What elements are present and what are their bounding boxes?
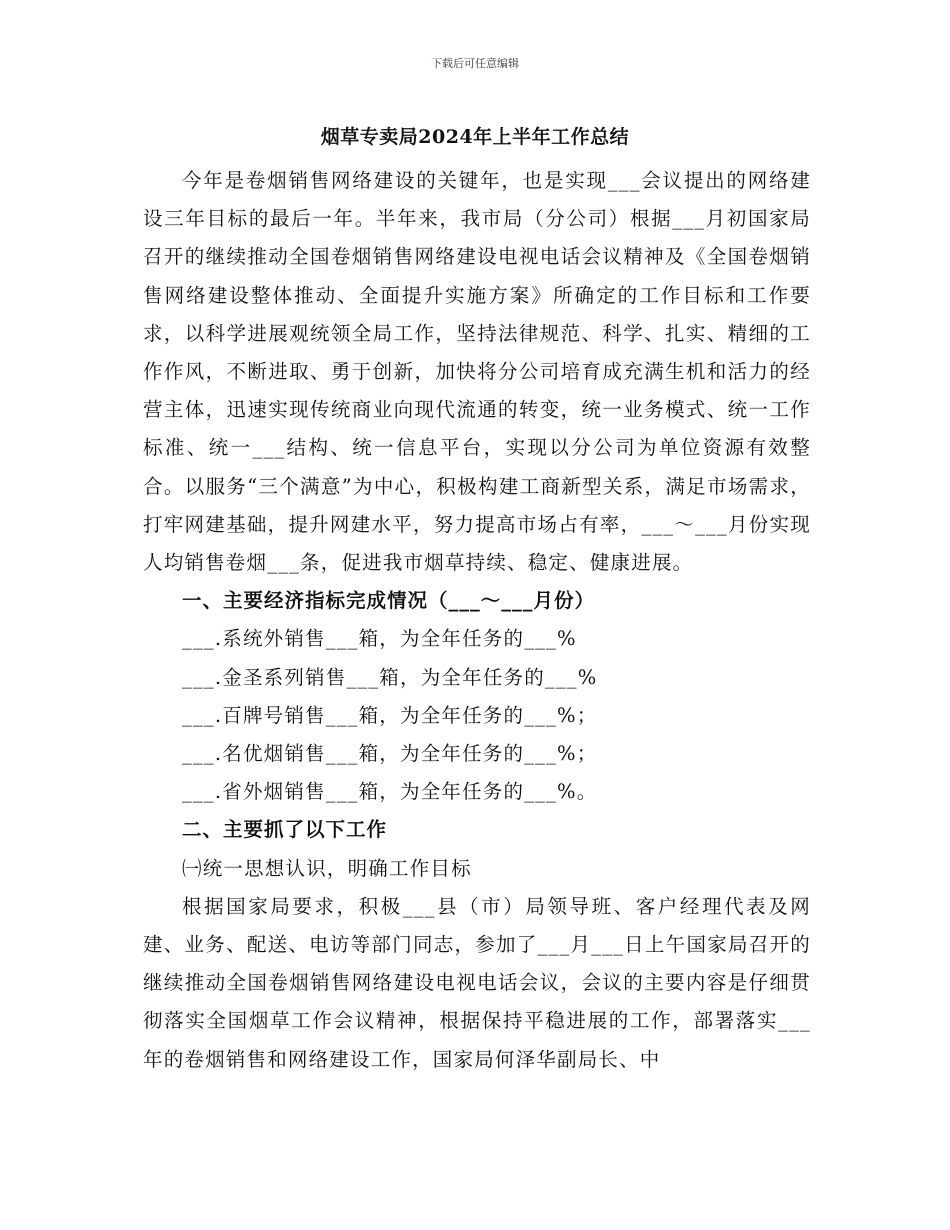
section-heading-indicators: 一、主要经济指标完成情况（___～___月份）: [182, 589, 596, 613]
document-title: 烟草专卖局2024年上半年工作总结: [320, 126, 630, 148]
indicator-item: ___.金圣系列销售___箱，为全年任务的___%: [182, 665, 598, 689]
intro-paragraph: 今年是卷烟销售网络建设的关键年，也是实现___会议提出的网络建设三年目标的最后一年。半年来，我市局（分公司）根据___月初国家局召开的继续推动全国卷烟销售网络建设电视电话会议精神及《全国卷烟销售网络建设整体推动、全面提升实施方案》所确定的工作目标和工作要求，以科学进展观统领全局工作，坚持法律规范、科学、扎实、精细的工作作风，不断进取、勇于创新，加快将分公司培育成充满生机和活力的经营主体，迅速实现传统商业向现代流通的转变，统一业务模式、统一工作标准、统一___结构、统一信息平台，实现以分公司为单位资源有效整合。以服务“三个满意”为中心，积极构建工商新型关系，满足市场需求，打牢网建基础，提升网建水平，努力提高市场占有率，___～___月份实现人均销售卷烟___条，促进我市烟草持续、稳定、健康进展。: [143, 169, 811, 575]
section-heading-work: 二、主要抓了以下工作: [182, 818, 388, 842]
subsection-paragraph: 根据国家局要求，积极___县（市）局领导班、客户经理代表及网建、业务、配送、电访等部门同志，参加了___月___日上午国家局召开的继续推动全国卷烟销售网络建设电视电话会议，会议的主要内容是仔细贯彻落实全国烟草工作会议精神，根据保持平稳进展的工作，部署落实___年的卷烟销售和网络建设工作，国家局何泽华副局长、中: [143, 894, 811, 1071]
indicator-item: ___.省外烟销售___箱，为全年任务的___%。: [182, 780, 598, 804]
indicator-item: ___.名优烟销售___箱，为全年任务的___%；: [182, 742, 598, 766]
header-note: 下载后可任意编辑: [431, 57, 519, 70]
document-body: [143, 162, 811, 1079]
indicator-item: ___.系统外销售___箱，为全年任务的___%: [182, 627, 577, 651]
subsection-heading: ㈠统一思想认识，明确工作目标: [182, 856, 472, 880]
indicator-item: ___.百牌号销售___箱，为全年任务的___%；: [182, 703, 598, 727]
